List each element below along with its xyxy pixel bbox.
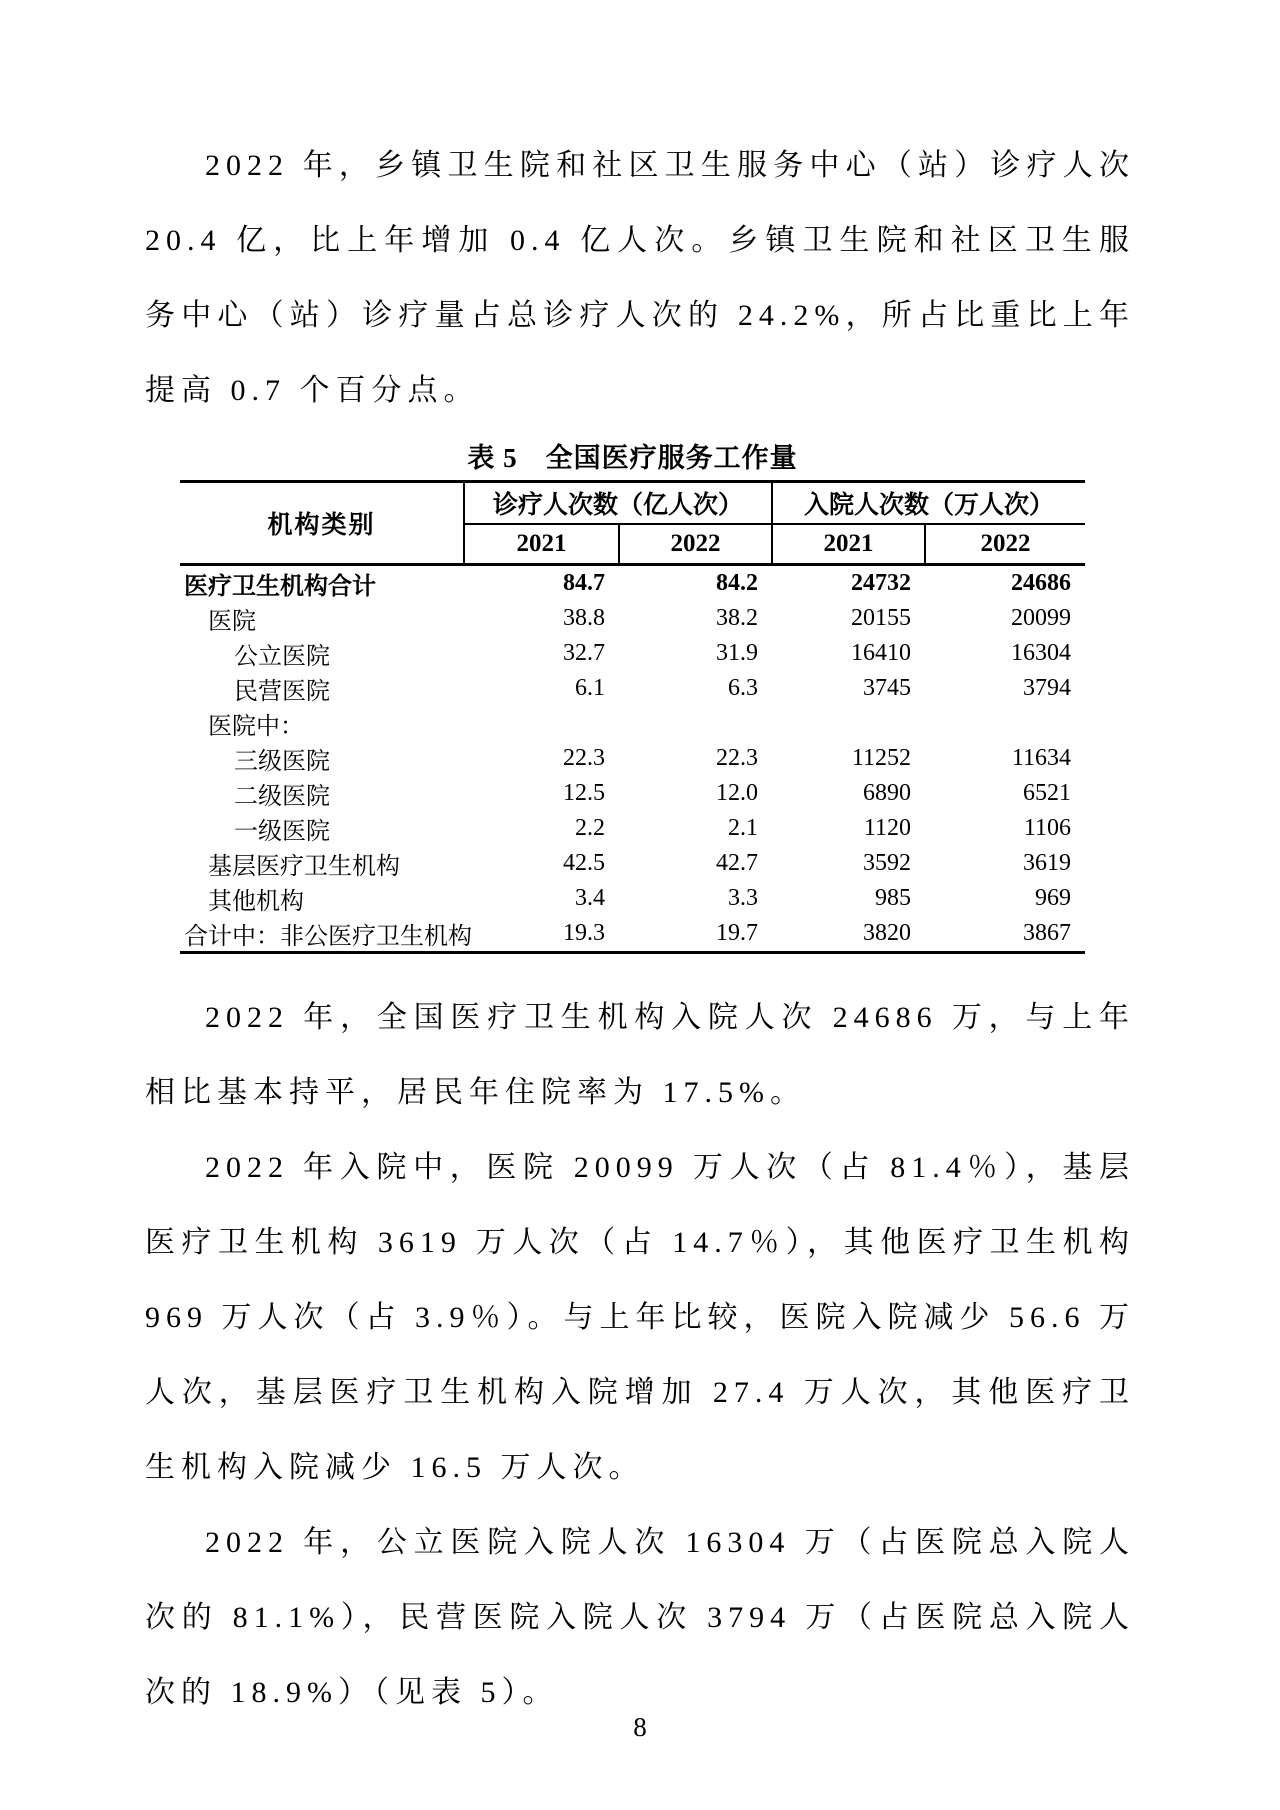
row-value-admissions-2022: 20099 bbox=[1011, 605, 1072, 631]
row-value-admissions-2021: 3820 bbox=[863, 920, 912, 946]
row-value-visits-2022: 31.9 bbox=[716, 640, 759, 666]
row-label: 医院 bbox=[208, 609, 256, 635]
table-row bbox=[180, 706, 1085, 741]
row-value-visits-2022 bbox=[619, 706, 772, 741]
table-row bbox=[180, 776, 1085, 811]
table-row bbox=[180, 881, 1085, 916]
row-value-visits-2022: 2.1 bbox=[728, 815, 759, 841]
row-value-admissions-2022: 6521 bbox=[1023, 780, 1072, 806]
row-label: 民营医院 bbox=[234, 679, 330, 705]
row-value-visits-2021: 32.7 bbox=[563, 640, 605, 666]
row-value-visits-2021: 22.3 bbox=[563, 745, 605, 771]
row-value-admissions-2021 bbox=[772, 706, 925, 741]
visits-group-header: 诊疗人次数（亿人次） bbox=[464, 482, 772, 525]
row-value-visits-2021: 2.2 bbox=[575, 815, 605, 841]
row-label: 一级医院 bbox=[234, 819, 330, 845]
row-value-visits-2021 bbox=[464, 706, 619, 741]
row-value-admissions-2021: 985 bbox=[875, 885, 912, 911]
row-value-visits-2022: 6.3 bbox=[728, 675, 759, 701]
row-label: 其他机构 bbox=[208, 889, 304, 915]
row-value-admissions-2021: 1120 bbox=[863, 815, 912, 841]
row-label: 医院中： bbox=[208, 714, 304, 740]
row-label: 合计中：非公医疗卫生机构 bbox=[184, 924, 472, 950]
row-value-admissions-2022: 3867 bbox=[1023, 920, 1072, 946]
row-value-visits-2021: 84.7 bbox=[563, 570, 605, 596]
row-value-visits-2022: 19.7 bbox=[716, 920, 759, 946]
paragraph-4: 2022 年，公立医院入院人次 16304 万（占医院总入院人次的 81.1%），民营医院入院人次 3794 万（占医院总入院人次的 18.9%）（见表 5）。 bbox=[145, 1526, 1135, 1709]
row-value-visits-2022: 22.3 bbox=[716, 745, 759, 771]
row-value-admissions-2021: 20155 bbox=[851, 605, 912, 631]
row-value-admissions-2021: 3592 bbox=[863, 850, 912, 876]
table-row bbox=[180, 741, 1085, 776]
row-value-admissions-2022: 969 bbox=[1035, 885, 1072, 911]
row-value-admissions-2022: 11634 bbox=[1011, 745, 1072, 771]
row-value-visits-2022: 84.2 bbox=[716, 570, 759, 596]
row-value-admissions-2022: 3619 bbox=[1023, 850, 1072, 876]
row-value-admissions-2021: 6890 bbox=[863, 780, 912, 806]
page-number: 8 bbox=[633, 1712, 647, 1742]
table-body bbox=[180, 565, 1085, 953]
table-row bbox=[180, 601, 1085, 636]
table-row bbox=[180, 565, 1085, 602]
visits-year-2021: 2021 bbox=[464, 524, 619, 565]
row-value-admissions-2021: 24732 bbox=[851, 570, 912, 596]
paragraph-3: 2022 年入院中，医院 20099 万人次（占 81.4％），基层医疗卫生机构 3619 万人次（占 14.7％），其他医疗卫生机构 969 万人次（占 3.9％）。与上年比较，医院入院减少 56.6 万人次，基层医疗卫生机构入院增加 27.4 万人次，其他医疗卫生机构入院减少 16.5 万人次。 bbox=[145, 1151, 1135, 1484]
table-title: 表 5 全国医疗服务工作量 bbox=[467, 443, 798, 473]
admissions-year-2021: 2021 bbox=[772, 524, 925, 565]
row-value-visits-2022: 12.0 bbox=[716, 780, 759, 806]
table-row bbox=[180, 671, 1085, 706]
visits-year-2022: 2022 bbox=[619, 524, 772, 565]
row-label: 三级医院 bbox=[234, 749, 330, 775]
table-row bbox=[180, 811, 1085, 846]
row-value-admissions-2022: 1106 bbox=[1023, 815, 1072, 841]
table-row bbox=[180, 636, 1085, 671]
row-value-visits-2021: 3.4 bbox=[575, 885, 605, 911]
row-value-admissions-2021: 11252 bbox=[851, 745, 912, 771]
row-value-visits-2022: 42.7 bbox=[716, 850, 759, 876]
row-value-visits-2021: 19.3 bbox=[563, 920, 605, 946]
org-type-header: 机构类别 bbox=[180, 482, 464, 565]
row-value-visits-2021: 42.5 bbox=[563, 850, 605, 876]
row-value-visits-2022: 38.2 bbox=[716, 605, 759, 631]
row-value-admissions-2021: 3745 bbox=[863, 675, 912, 701]
admissions-group-header: 入院人次数（万人次） bbox=[772, 482, 1085, 525]
medical-service-table bbox=[180, 480, 1085, 954]
row-label: 医疗卫生机构合计 bbox=[184, 574, 376, 600]
row-value-admissions-2022: 24686 bbox=[1011, 570, 1072, 596]
row-value-admissions-2022: 16304 bbox=[1011, 640, 1072, 666]
row-label: 基层医疗卫生机构 bbox=[208, 854, 400, 880]
row-value-visits-2021: 12.5 bbox=[563, 780, 605, 806]
table-row bbox=[180, 846, 1085, 881]
row-value-visits-2022: 3.3 bbox=[728, 885, 759, 911]
row-value-admissions-2022: 3794 bbox=[1023, 675, 1072, 701]
table-row bbox=[180, 916, 1085, 953]
row-value-visits-2021: 6.1 bbox=[575, 675, 605, 701]
paragraph-1: 2022 年，乡镇卫生院和社区卫生服务中心（站）诊疗人次 20.4 亿，比上年增加 0.4 亿人次。乡镇卫生院和社区卫生服务中心（站）诊疗量占总诊疗人次的 24.2%，所占比重比上年提高 0.7 个百分点。 bbox=[145, 149, 1135, 407]
row-value-visits-2021: 38.8 bbox=[563, 605, 605, 631]
paragraph-2: 2022 年，全国医疗卫生机构入院人次 24686 万，与上年相比基本持平，居民年住院率为 17.5%。 bbox=[145, 1001, 1135, 1109]
admissions-year-2022: 2022 bbox=[925, 524, 1085, 565]
table-header-group-row bbox=[180, 482, 1085, 525]
row-value-admissions-2022 bbox=[925, 706, 1085, 741]
row-label: 公立医院 bbox=[234, 644, 330, 670]
row-value-admissions-2021: 16410 bbox=[851, 640, 912, 666]
row-label: 二级医院 bbox=[234, 784, 330, 810]
